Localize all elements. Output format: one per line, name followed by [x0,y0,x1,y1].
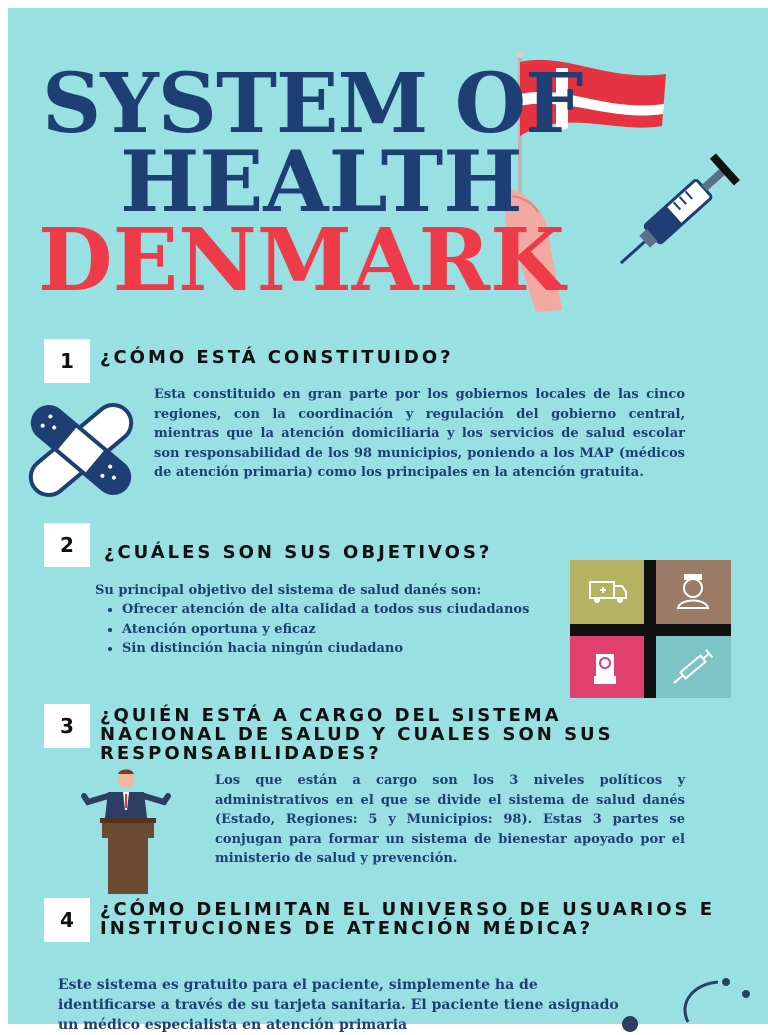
stethoscope-icon [608,972,768,1032]
section-1-text: Esta constituido en gran parte por los gobiernos locales de las cinco regiones, con la coordinación y regulación del gobierno central, mientras que la atención domiciliaria y los servicios de salud escolar son responsabilidad de los 98 municipios, poniendo a los MAP (médicos de atención primaria) como los principales en la atención gratuita. [154,387,685,480]
objective-item: • Ofrecer atención de alta calidad a todos sus ciudadanos [122,600,552,620]
section-1-number: 1 [44,339,90,383]
infographic-sheet [8,8,768,1033]
section-3-question: ¿QUIÉN ESTÁ A CARGO DEL SISTEMA NACIONAL DE SALUD Y CUALES SON SUS RESPONSABILIDADES? [100,705,614,764]
nurse-icon [656,560,731,624]
speaker-podium-icon [78,766,178,894]
pharmacy-tile [570,636,644,698]
bandage-icon [16,390,146,510]
title-line-3: DENMARK [38,210,565,311]
injection-tile [656,636,731,698]
section-2-intro: Su principal objetivo del sistema de salud danés son: [95,583,482,598]
injection-icon [656,636,731,698]
section-3-number: 3 [44,704,90,748]
section-4-question: ¿CÓMO DELIMITAN EL UNIVERSO DE USUARIOS E INSTITUCIONES DE ATENCIÓN MÉDICA? [100,899,716,939]
objectives-list [104,600,552,659]
section-3-text: Los que están a cargo son los 3 niveles políticos y administrativos en el que se divide el sistema de salud danés (Estado, Regiones: 5 y Municipios: 98). Estas 3 partes se conjugan para formar un sistema de bienestar apoyado por el ministerio de salud y prevención. [215,773,685,866]
section-2-number: 2 [44,523,90,567]
objective-item: • Atención oportuna y eficaz [122,620,552,640]
nurse-tile [656,560,731,624]
section-2-question: ¿CUÁLES SON SUS OBJETIVOS? [104,542,493,563]
section-4-number: 4 [44,898,90,942]
title-line-1: SYSTEM OF [42,56,583,152]
ambulance-icon [570,560,644,624]
syringe-icon [598,138,758,288]
pharmacy-icon [570,636,644,698]
section-4-text: Este sistema es gratuito para el paciente, simplemente ha de identificarse a través de su tarjeta sanitaria. El paciente tiene asignado un médico especialista en atención primaria [58,977,619,1033]
section-1-question: ¿CÓMO ESTÁ CONSTITUIDO? [100,347,454,368]
medical-icon-grid [570,560,731,698]
objective-item: • Sin distinción hacia ningún ciudadano [122,639,552,659]
title-line-2: HEALTH [120,132,523,231]
ambulance-tile [570,560,644,624]
